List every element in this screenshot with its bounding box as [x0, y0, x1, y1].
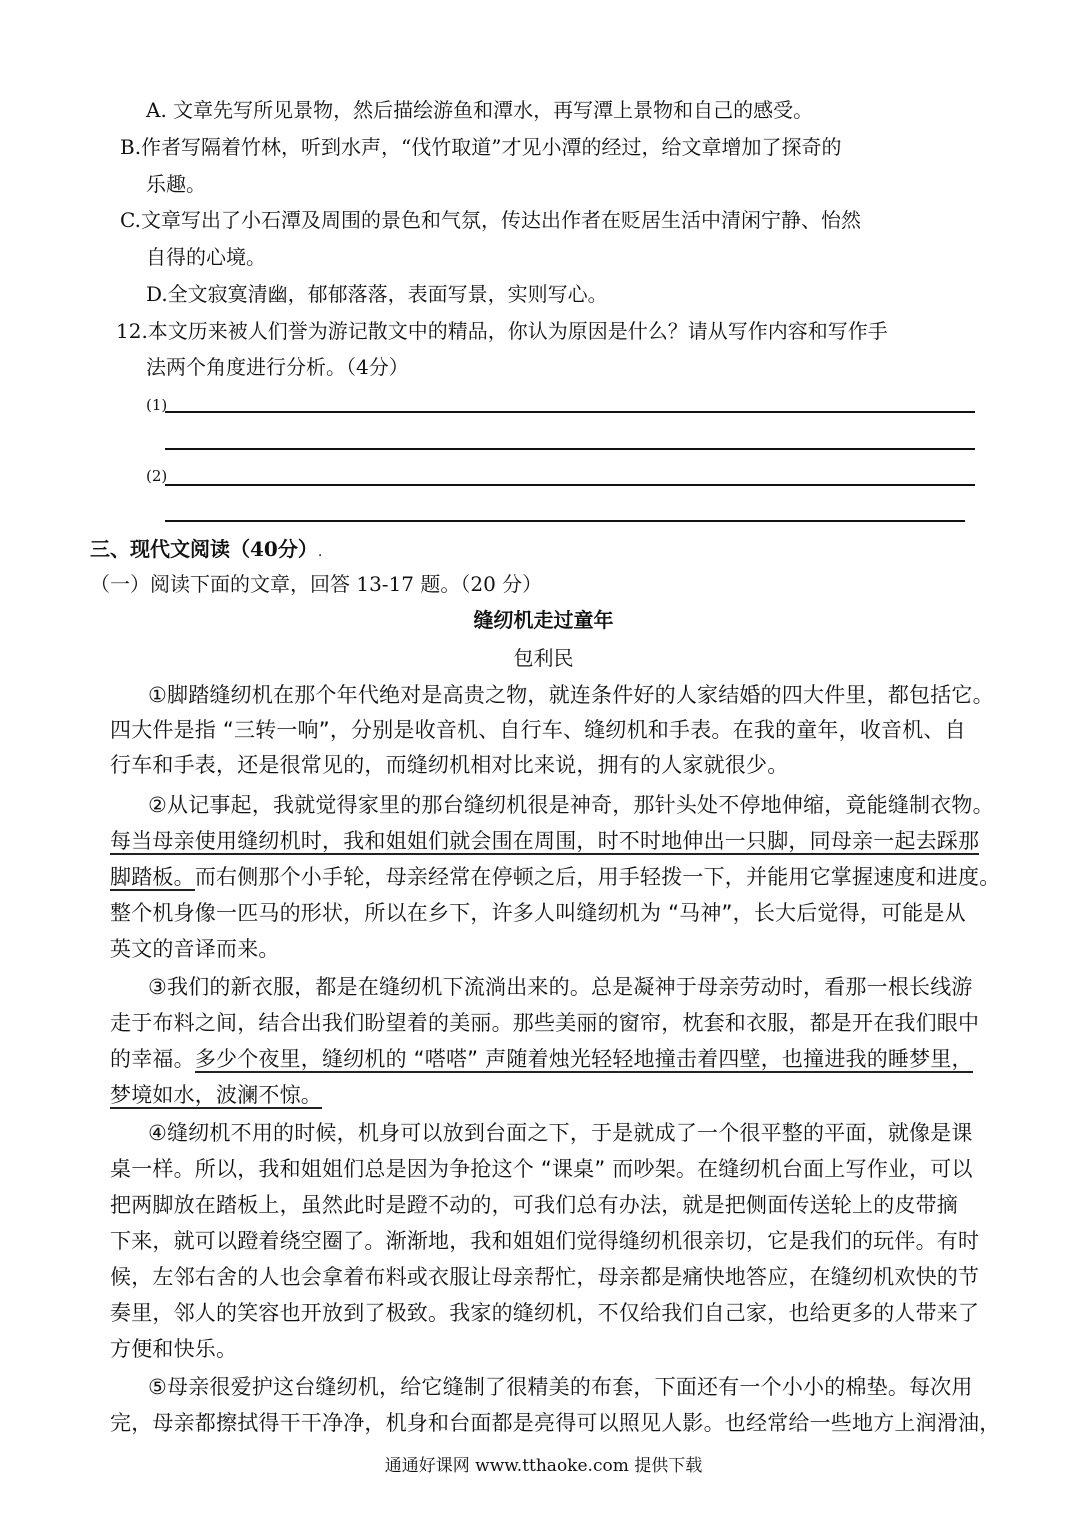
- p2-line3: 脚踏板。而右侧那个小手轮，母亲经常在停顿之后，用手轻拨一下，并能用它掌握速度和进度。: [110, 865, 1001, 889]
- question-12-line1: 12.本文历来被人们誉为游记散文中的精品，你认为原因是什么？请从写作内容和写作手: [116, 319, 888, 343]
- p5-line2: 完，母亲都擦拭得干干净净，机身和台面都是亮得可以照见人影。也经常给一些地方上润滑油，: [110, 1411, 1001, 1435]
- option-b-line1: B.作者写隔着竹林，听到水声，“伐竹取道”才见小潭的经过，给文章增加了探奇的: [120, 135, 842, 159]
- question-12-line2: 法两个角度进行分析。（4分）: [146, 355, 409, 379]
- p2-line1: ②从记事起，我就觉得家里的那台缝纫机很是神奇，那针头处不停地伸缩，竟能缝制衣物。: [148, 793, 994, 817]
- option-c-line2: 自得的心境。: [146, 245, 266, 269]
- answer-line-2a[interactable]: [165, 484, 975, 486]
- p2-underlined-2: 脚踏板。: [110, 865, 195, 889]
- p3-line4: [110, 1080, 322, 1110]
- p1-line2: 四大件是指 “三转一响”，分别是收音机、自行车、缝纫机和手表。在我的童年，收音机、自: [110, 718, 966, 742]
- p2-line4: 整个机身像一匹马的形状，所以在乡下，许多人叫缝纫机为 “马神”，长大后觉得，可能是从: [110, 901, 966, 925]
- page-footer: 通通好课网 www.tthaoke.com 提供下载: [384, 1456, 703, 1476]
- option-d: D.全文寂寞清幽，郁郁落落，表面写景，实则写心。: [146, 282, 608, 306]
- answer-label-1: (1): [146, 396, 168, 414]
- p4-line7: 方便和快乐。: [110, 1337, 238, 1361]
- p3-underlined-1: 多少个夜里，缝纫机的 “嗒嗒” 声随着烛光轻轻地撞击着四壁，也撞进我的睡梦里，: [194, 1047, 973, 1071]
- p4-line3: 把两脚放在踏板上，虽然此时是蹬不动的，可我们总有办法，就是把侧面传送轮上的皮带摘: [110, 1193, 958, 1217]
- p4-line1: ④缝纫机不用的时候，机身可以放到台面之下，于是就成了一个很平整的平面，就像是课: [148, 1121, 973, 1145]
- answer-line-1b[interactable]: [165, 448, 975, 450]
- p4-line5: 候，左邻右舍的人也会拿着布料或衣服让母亲帮忙，母亲都是痛快地答应，在缝纫机欢快的节: [110, 1265, 980, 1289]
- p4-line2: 桌一样。所以，我和姐姐们总是因为争抢这个 “课桌” 而吵架。在缝纫机台面上写作业，可以: [110, 1157, 973, 1181]
- p3-line1: ③我们的新衣服，都是在缝纫机下流淌出来的。总是凝神于母亲劳动时，看那一根长线游: [148, 975, 973, 999]
- answer-line-1a[interactable]: [165, 411, 975, 413]
- p2-line5: 英文的音译而来。: [110, 937, 280, 961]
- p1-line3: 行车和手表，还是很常见的，而缝纫机相对比来说，拥有的人家就很少。: [110, 753, 789, 777]
- p3-line2: 走于布料之间，结合出我们盼望着的美丽。那些美丽的窗帘，枕套和衣服，都是开在我们眼中: [110, 1011, 980, 1035]
- p1-line1: ①脚踏缝纫机在那个年代绝对是高贵之物，就连条件好的人家结婚的四大件里，都包括它。: [148, 683, 994, 707]
- option-b-line2: 乐趣。: [146, 172, 206, 196]
- article-author: 包利民: [513, 646, 574, 670]
- p3-underlined-2: 梦境如水，波澜不惊。: [110, 1083, 322, 1107]
- option-c-line1: C.文章写出了小石潭及周围的景色和气氛，传达出作者在贬居生活中清闲宁静、怡然: [120, 208, 861, 232]
- section-subheading: （一）阅读下面的文章，回答 13-17 题。（20 分）: [90, 572, 543, 596]
- article-title: 缝纫机走过童年: [473, 608, 614, 632]
- section-heading: 三、现代文阅读（40分）.: [90, 537, 323, 561]
- p5-line1: ⑤母亲很爱护这台缝纫机，给它缝制了很精美的布套，下面还有一个小小的棉垫。每次用: [148, 1375, 973, 1399]
- answer-line-2b[interactable]: [165, 520, 965, 522]
- p2-line2: [110, 826, 979, 856]
- p4-line4: 下来，就可以蹬着绕空圈了。渐渐地，我和姐姐们觉得缝纫机很亲切，它是我们的玩伴。有时: [110, 1229, 980, 1253]
- answer-label-2: (2): [146, 467, 168, 485]
- p3-line3: 的幸福。多少个夜里，缝纫机的 “嗒嗒” 声随着烛光轻轻地撞击着四壁，也撞进我的睡梦里，: [110, 1047, 973, 1071]
- p2-underlined-1: 每当母亲使用缝纫机时，我和姐姐们就会围在周围，时不时地伸出一只脚，同母亲一起去踩那: [110, 829, 980, 853]
- p4-line6: 奏里，邻人的笑容也开放到了极致。我家的缝纫机，不仅给我们自己家，也给更多的人带来了: [110, 1301, 980, 1325]
- option-a: A. 文章先写所见景物，然后描绘游鱼和潭水，再写潭上景物和自己的感受。: [146, 98, 814, 122]
